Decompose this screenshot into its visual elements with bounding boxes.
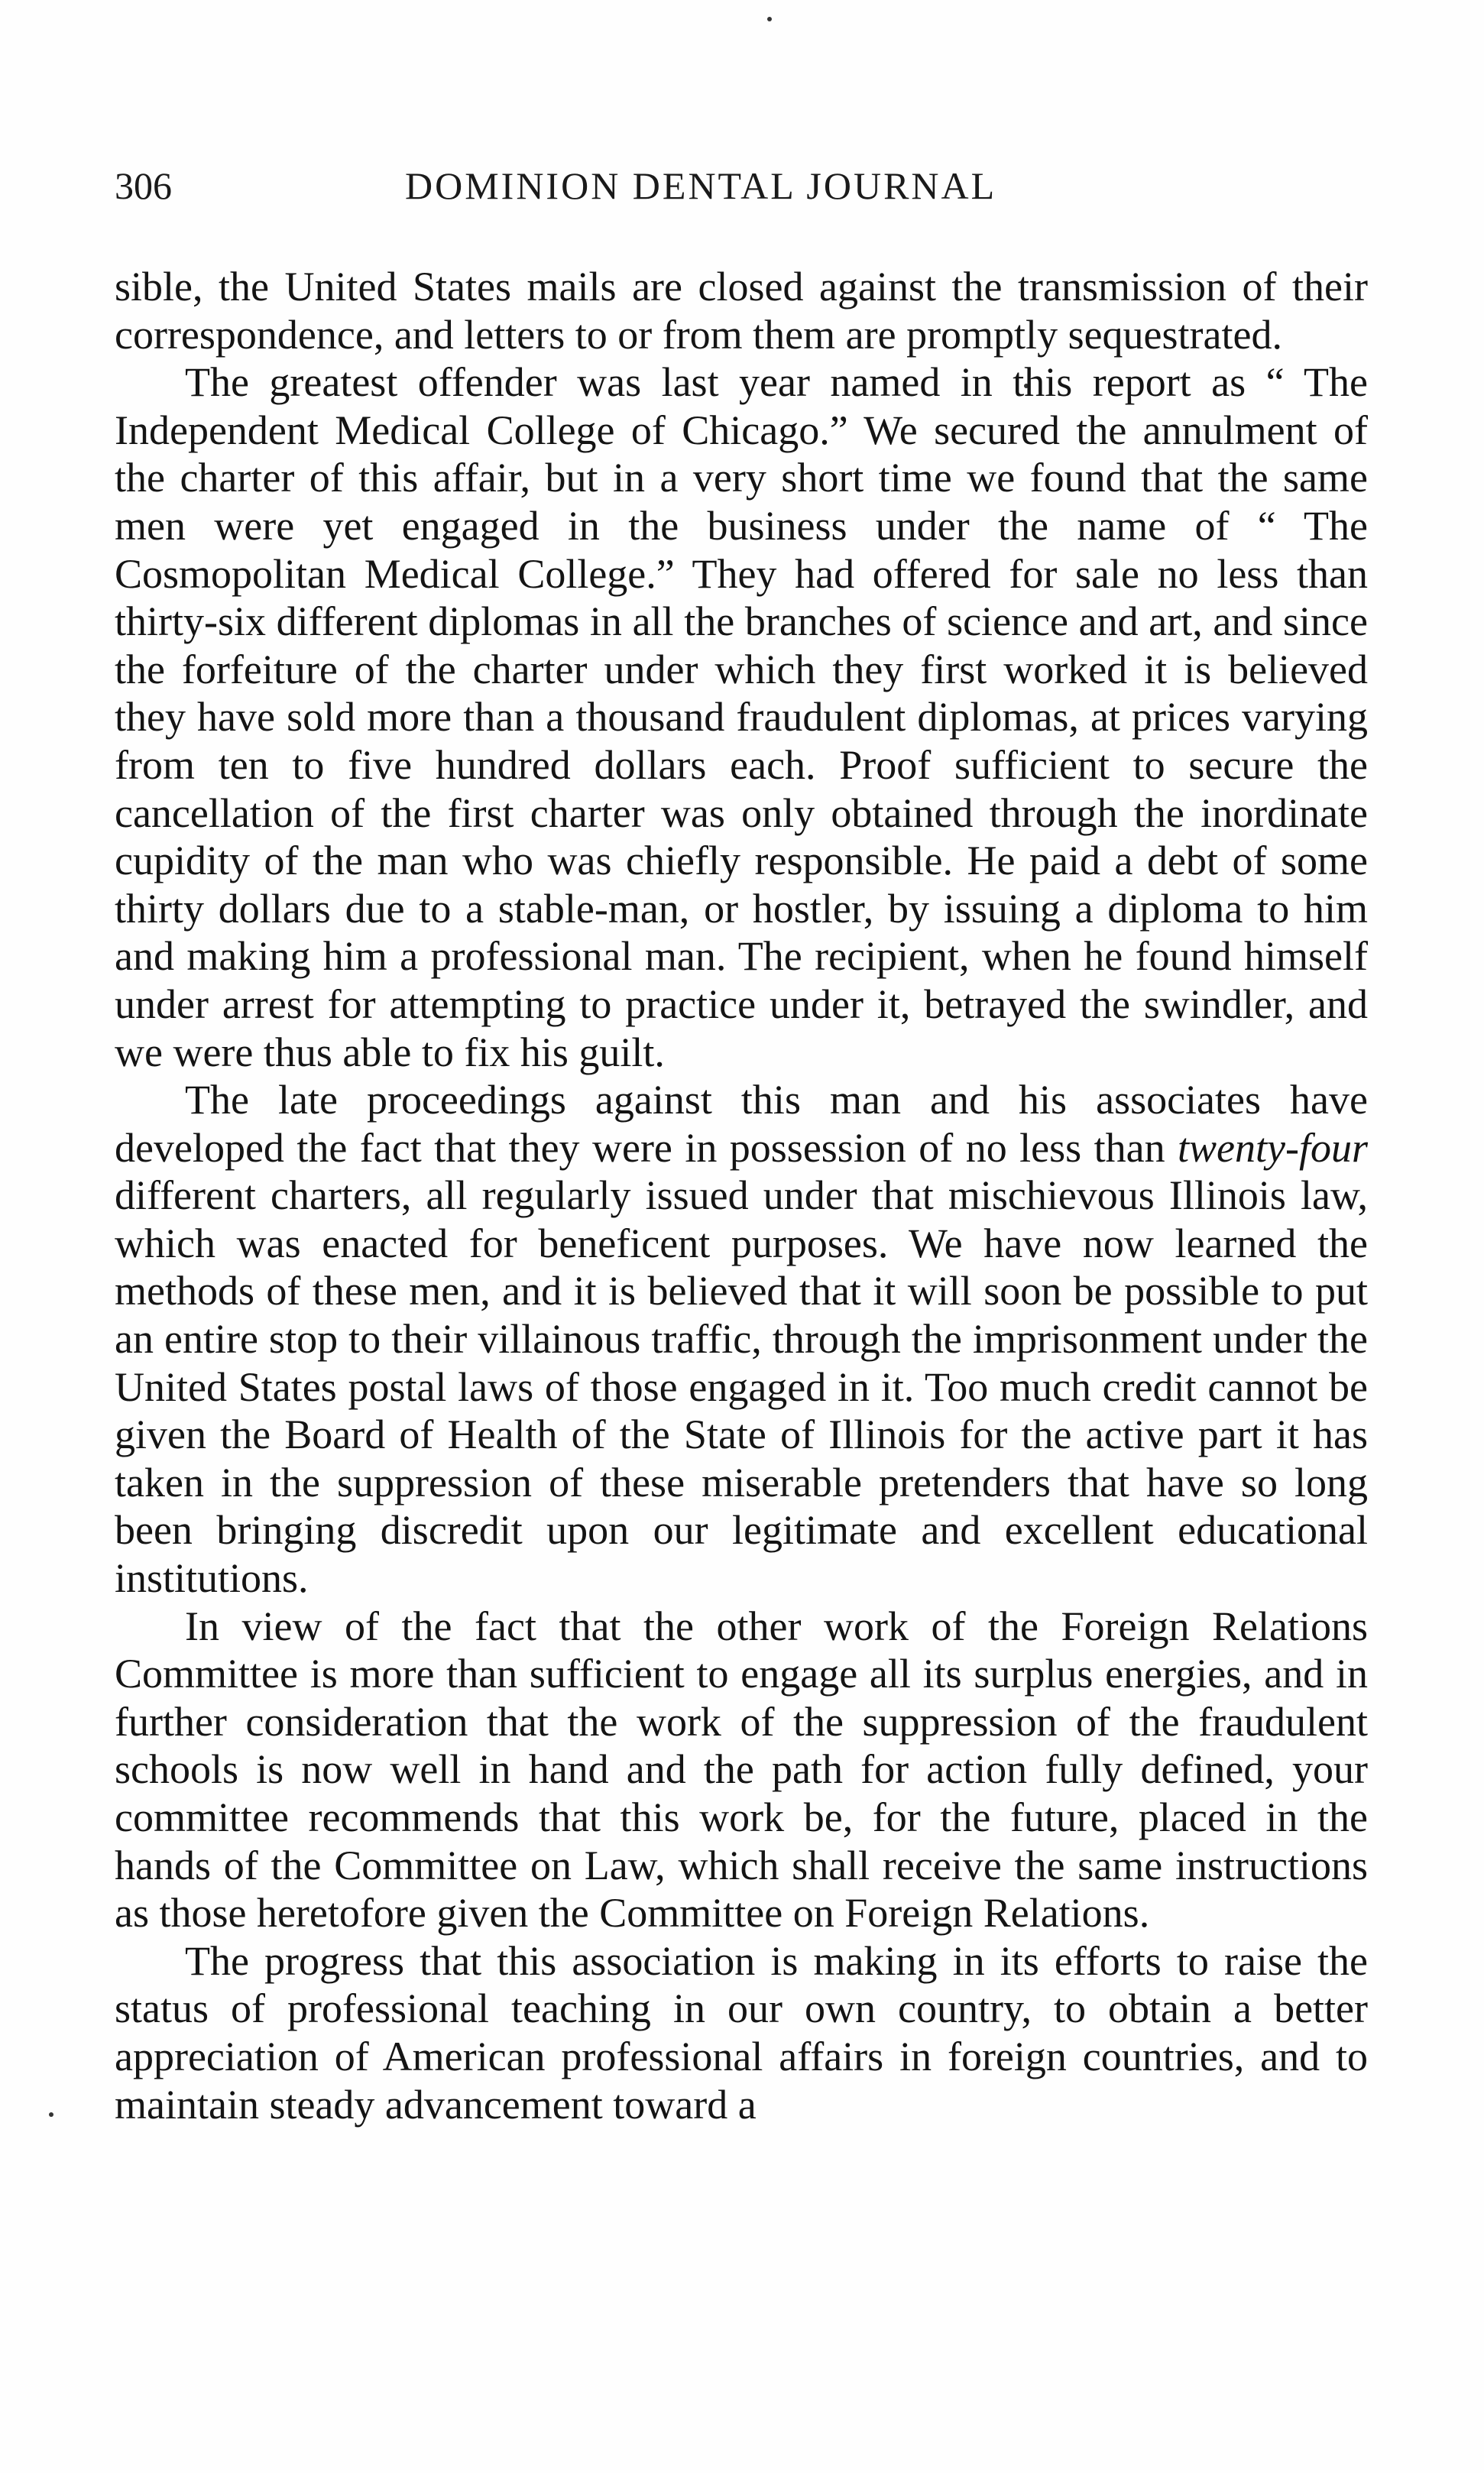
article-body bbox=[115, 263, 1368, 2128]
paragraph-text: different charters, all regularly issued under that mischievous Illinois law, which was enacted for beneficent purposes. We have now learned the methods of these men, and it is believed that it will soon be possible to put an entire stop to their villainous traffic, through the imprisonment under the United States postal laws of those engaged in it. Too much credit cannot be given the Board of Health of the State of Illinois for the active part it has taken in the suppression of these miserable pretenders that have so long been bringing discredit upon our legitimate and excellent educational institutions. bbox=[115, 1172, 1368, 1602]
paragraph: The progress that this association is making in its efforts to raise the status of professional teaching in our own country, to obtain a better appreciation of American professional affairs in foreign countries, and to maintain steady advancement toward a bbox=[115, 1937, 1368, 2128]
paragraph: sible, the United States mails are closed against the transmission of their correspondence, and letters to or from them are promptly sequestrated. bbox=[115, 264, 1368, 358]
emphasized-text: twenty-four bbox=[1178, 1124, 1368, 1171]
running-head: DOMINION DENTAL JOURNAL bbox=[405, 164, 997, 207]
paragraph-text: The late proceedings against this man and his associates have developed the fact that they were in possession of no less than bbox=[115, 1077, 1368, 1171]
page-number: 306 bbox=[115, 164, 172, 207]
paragraph: The greatest offender was last year named in this report as “ The Independent Medical College of Chicago.” We secured the annulment of the charter of this affair, but in a very short time we found that the same men were yet engaged in the business under the name of “ The Cosmopolitan Medical College.” They had offered for sale no less than thirty-six different diplomas in all the branches of science and art, and since the forfeiture of the charter under which they first worked it is believed they have sold more than a thousand fraudulent diplomas, at prices varying from ten to five hundred dollars each. Proof sufficient to secure the cancellation of the first charter was only obtained through the inordinate cupidity of the man who was chiefly responsible. He paid a debt of some thirty dollars due to a stable-man, or hostler, by issuing a diploma to him and making him a professional man. The recipient, when he found himself under arrest for attempting to practice under it, betrayed the swindler, and we were thus able to fix his guilt. bbox=[115, 359, 1368, 1075]
print-speck bbox=[49, 2112, 53, 2117]
paragraph bbox=[115, 1076, 1368, 1603]
print-speck bbox=[767, 17, 772, 21]
paragraph: In view of the fact that the other work of the Foreign Relations Committee is more than sufficient to engage all its surplus energies, and in further consideration that the work of the suppression of the fraudulent schools is now well in hand and the path for action fully defined, your committee recommends that this work be, for the future, placed in the hands of the Committee on Law, which shall receive the same instructions as those heretofore given the Committee on Foreign Relations. bbox=[115, 1603, 1368, 1937]
page-header bbox=[115, 164, 1368, 217]
